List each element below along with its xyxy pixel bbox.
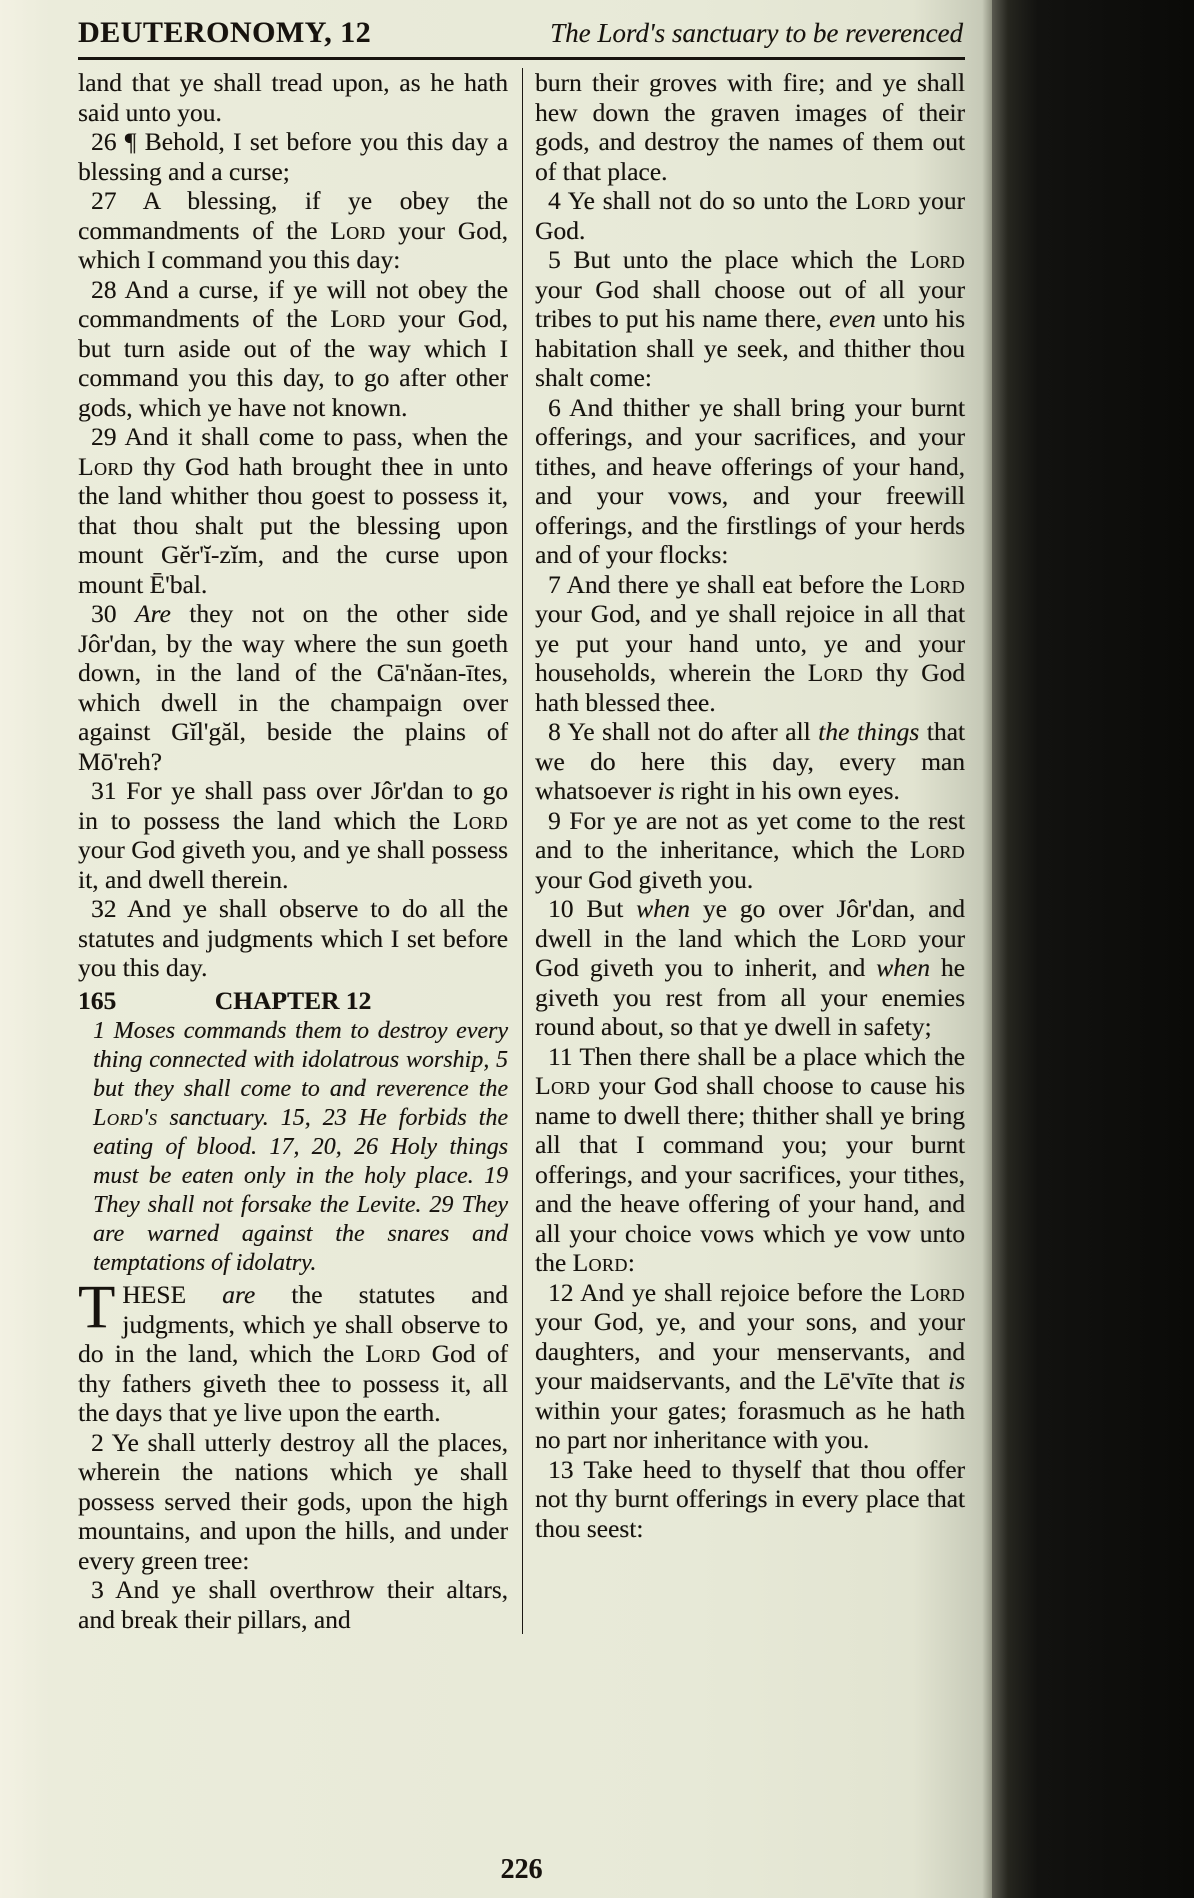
lord-name: Lord: [807, 658, 863, 687]
lord-name: Lord: [452, 805, 508, 835]
verse-25-continuation: [78, 68, 508, 127]
lord-name: Lord: [365, 1339, 421, 1368]
text-segment: your God shall choose out of all your tribes to put his name there,: [535, 274, 965, 333]
verse-26: [78, 127, 508, 186]
chapter-summary: [78, 1017, 508, 1278]
lord-name: Lord: [909, 569, 965, 599]
text-segment: 30: [91, 599, 135, 628]
verse-13: [535, 1455, 965, 1544]
text-segment: your God, ye, and your sons, and your daughters, and your menservants, and your maidservants, and the Lē'vīte that: [535, 1307, 965, 1395]
page-number: 226: [500, 1854, 543, 1885]
text-segment: 12 And ye shall rejoice before the: [548, 1277, 910, 1307]
text-segment: your God.: [535, 186, 965, 245]
lord-name: Lord: [909, 835, 965, 864]
verse-3: [78, 1575, 508, 1634]
chapter-heading: [78, 986, 508, 1016]
page-header: [78, 16, 965, 60]
text-segment: 6 And thither ye shall bring your burnt offerings, and your sacrifices, and your tithes, and heave offerings of your hand, and your vows, and your freewill offerings, and the firstlings of your herds and of your flocks:: [535, 392, 965, 569]
left-column: [78, 68, 508, 1634]
italic-word: are: [222, 1280, 256, 1309]
text-segment: 4 Ye shall not do so unto the: [548, 186, 856, 215]
text-segment: God of thy fathers giveth thee to possess it, all the days that ye live upon the earth.: [78, 1339, 508, 1427]
text-segment: thy God hath blessed thee.: [535, 658, 965, 717]
text-segment: he giveth you rest from all your enemies round about, so that ye dwell in safety;: [535, 953, 965, 1041]
italic-word: Are: [134, 599, 171, 628]
text-segment: 26 ¶ Behold, I set before you this day a blessing and a curse;: [78, 127, 508, 186]
verse-11: [535, 1042, 965, 1278]
verse-4: [535, 186, 965, 245]
verse-29: [78, 422, 508, 599]
lord-name: Lord: [855, 186, 911, 215]
italic-word: even: [829, 304, 876, 333]
verse-1-dropcap: [78, 1274, 508, 1428]
text-segment: that we do here this day, every man whatsoever: [535, 717, 965, 805]
verse-8: [535, 717, 965, 806]
text-segment: 32 And ye shall observe to do all the statutes and judgments which I set before you this day.: [78, 894, 508, 982]
italic-word: is: [657, 776, 675, 805]
text-segment: 2 Ye shall utterly destroy all the places, wherein the nations which ye shall possess served their gods, upon the high mountains, and upon the hills, and under every green tree:: [78, 1427, 508, 1575]
lord-name: Lord: [572, 1248, 628, 1277]
lord-name: Lord: [78, 451, 134, 481]
text-segment: 1 Moses commands them to destroy every thing connected with idolatrous worship, 5 but they shall come to and reverence the: [93, 1018, 508, 1102]
text-segment: land that ye shall tread upon, as he hath said unto you.: [78, 68, 508, 127]
text-segment: 13 Take heed to thyself that thou offer not thy burnt offerings in every place that thou seest:: [535, 1454, 965, 1543]
text-segment: 31 For ye shall pass over Jôr'dan to go in to possess the land which the: [78, 776, 508, 835]
verse-32: [78, 894, 508, 983]
lord-name: Lord: [330, 304, 386, 333]
verse-3-continuation: [535, 68, 965, 186]
verse-6: [535, 393, 965, 570]
lord-name: Lord's: [93, 1105, 158, 1131]
text-segment: 7 And there ye shall eat before the: [548, 569, 910, 599]
text-segment: HESE: [122, 1280, 223, 1309]
lord-name: Lord: [851, 923, 907, 953]
text-segment: your God giveth you, and ye shall possess it, and dwell therein.: [78, 835, 508, 894]
text-segment: your God, but turn aside out of the way which I command you this day, to go after other gods, which ye have not known.: [78, 304, 508, 422]
verse-7: [535, 570, 965, 718]
drop-cap-letter: T: [78, 1274, 116, 1341]
text-segment: 29 And it shall come to pass, when the: [91, 422, 508, 451]
page-title: DEUTERONOMY, 12: [78, 16, 372, 49]
verse-31: [78, 776, 508, 894]
text-segment: the statutes and judgments, which ye shall observe to do in the land, which the: [78, 1280, 508, 1368]
book-edge-shadow: [992, 0, 1194, 1898]
lord-name: Lord: [330, 215, 386, 245]
verse-9: [535, 806, 965, 895]
text-segment: 11 Then there shall be a place which the: [548, 1041, 965, 1071]
italic-word: is: [947, 1366, 965, 1395]
text-segment: 3 And ye shall overthrow their altars, and break their pillars, and: [78, 1575, 508, 1634]
column-divider-rule: [522, 68, 523, 1634]
text-segment: 8 Ye shall not do after all: [548, 717, 819, 746]
lord-name: Lord: [909, 245, 965, 274]
verse-27: [78, 186, 508, 275]
text-segment: your God, and ye shall rejoice in all that ye put your hand unto, ye and your households, wherein the: [535, 599, 965, 687]
running-head: The Lord's sanctuary to be reverenced: [550, 18, 963, 48]
text-segment: right in his own eyes.: [674, 776, 900, 805]
text-columns: [78, 68, 965, 1634]
text-segment: ye go over Jôr'dan, and dwell in the land which the: [535, 894, 965, 953]
lord-name: Lord: [909, 1277, 965, 1307]
text-segment: your God giveth you to inherit, and: [535, 923, 965, 982]
verse-12: [535, 1278, 965, 1455]
lord-name: Lord: [535, 1071, 591, 1100]
text-segment: 27 A blessing, if ye obey the commandments of the: [78, 186, 508, 245]
text-segment: 28 And a curse, if ye will not obey the commandments of the: [78, 274, 508, 333]
verse-30: [78, 599, 508, 776]
italic-word: when: [636, 894, 690, 923]
verse-28: [78, 275, 508, 423]
text-segment: within your gates; forasmuch as he hath no part nor inheritance with you.: [535, 1395, 965, 1454]
text-segment: burn their groves with fire; and ye shall hew down the graven images of their gods, and destroy the names of them out of that place.: [535, 68, 965, 186]
text-segment: your God, which I command you this day:: [78, 215, 508, 274]
text-segment: they not on the other side Jôr'dan, by the way where the sun goeth down, in the land of the Cā'năan-ītes, which dwell in the champaign over against Gĭl'găl, beside the plains of Mō'reh?: [78, 599, 508, 776]
text-segment: unto his habitation shall ye seek, and thither thou shalt come:: [535, 304, 966, 392]
verse-2: [78, 1428, 508, 1576]
italic-word: when: [876, 953, 930, 982]
right-column: [535, 68, 965, 1634]
text-segment: thy God hath brought thee in unto the land whither thou goest to possess it, that thou shalt put the blessing upon mount Gĕr'ĭ-zĭm, and the curse upon mount Ē'bal.: [78, 451, 508, 599]
text-segment: your God shall choose to cause his name to dwell there; thither shall ye bring all that I command you; your burnt offerings, and your sacrifices, your tithes, and the heave offering of your hand, and all your choice vows which ye vow unto the: [535, 1071, 965, 1277]
text-segment: sanctuary. 15, 23 He forbids the eating of blood. 17, 20, 26 Holy things must be eaten only in the holy place. 19 They shall not forsake the Levite. 29 They are warned against the snares and temptations of idolatry.: [93, 1105, 508, 1276]
verse-5: [535, 245, 965, 393]
text-segment: 9 For ye are not as yet come to the rest and to the inheritance, which the: [535, 805, 965, 864]
text-segment: your God giveth you.: [535, 864, 754, 894]
text-segment: 5 But unto the place which the: [548, 245, 910, 274]
italic-word: the things: [818, 717, 920, 746]
text-segment: :: [627, 1248, 635, 1277]
chapter-title: CHAPTER 12: [214, 985, 372, 1015]
text-segment: 10 But: [548, 894, 637, 923]
chapter-number-artifact: 165: [78, 985, 117, 1015]
verse-10: [535, 894, 965, 1042]
